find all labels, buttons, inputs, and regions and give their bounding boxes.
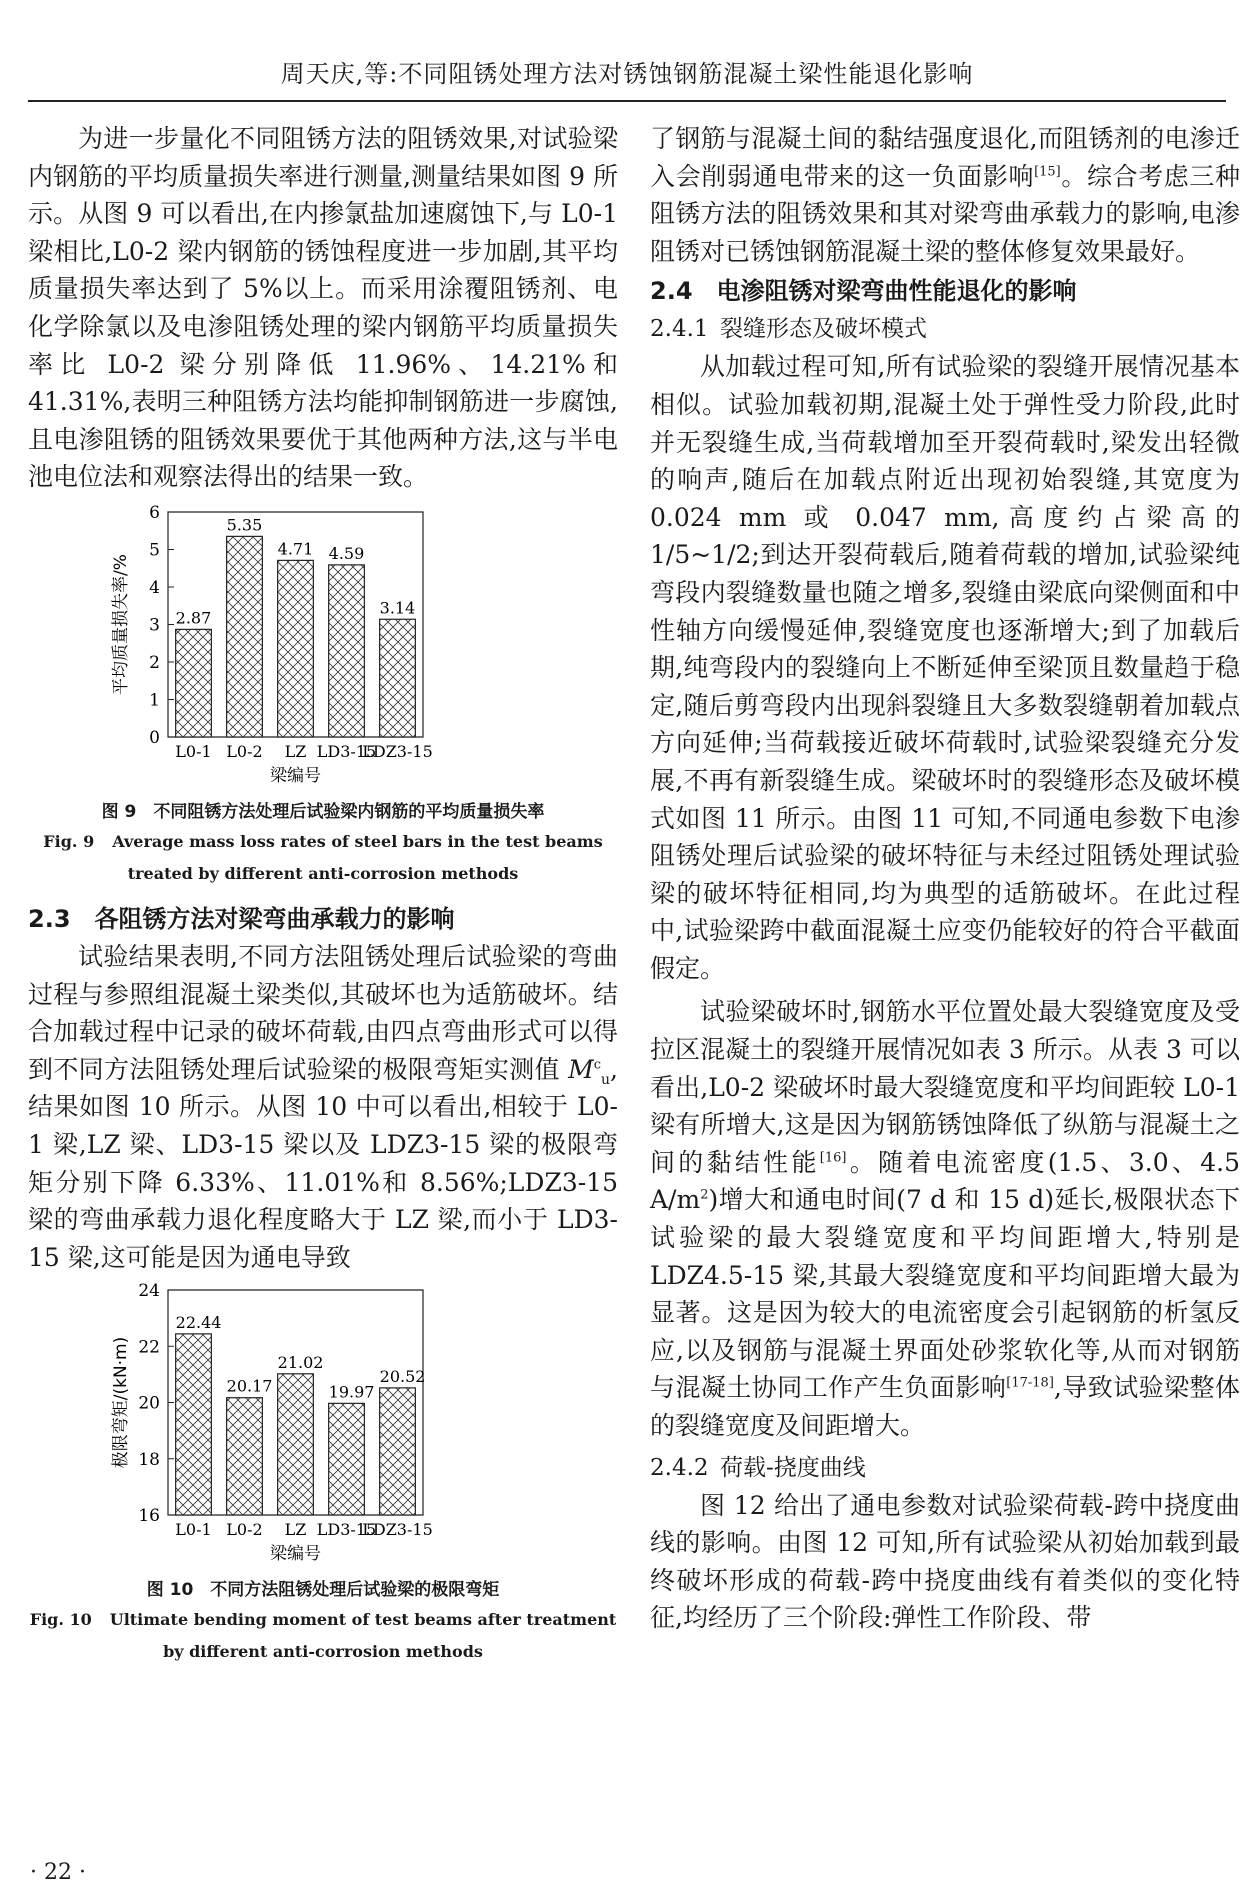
chart-10-ytick-label: 22 [138, 1337, 160, 1358]
left-column [28, 120, 618, 1668]
right-paragraph-3-part-c: )增大和通电时间(7 d 和 15 d)延长,极限状态下试验梁的最大裂缝宽度和平均间距增大,特别是 LDZ4.5-15 梁,其最大裂缝宽度和平均间距增大最为显著。这是因为较大的电流密度会引起钢筋的析氢反应,以及钢筋与混凝土界面处砂浆软化等,从而对钢筋与混凝土协同工作产生负面影响 [650, 1185, 1240, 1403]
left-paragraph-2-part-a: 试验结果表明,不同方法阻锈处理后试验梁的弯曲过程与参照组混凝土梁类似,其破坏也为适筋破坏。结合加载过程中记录的破坏荷载,由四点弯曲形式可以得到不同方法阻锈处理后试验梁的极限弯矩实测值 [28, 941, 618, 1084]
subsection-2-4-2-heading [650, 1449, 1240, 1487]
chart-9-ytick-label: 0 [149, 727, 160, 748]
left-paragraph-2 [28, 938, 618, 1276]
chart-9-bar-LD3-15 [329, 565, 365, 737]
chart-9-xtick-label: LD3-15 [316, 741, 377, 761]
right-paragraph-3-part-a: 试验梁破坏时,钢筋水平位置处最大裂缝宽度及受拉区混凝土的裂缝开展情况如表 3 所示。从表 3 可以看出,L0-2 梁破坏时最大裂缝宽度和平均间距较 L0-1 梁有所增大,这是因为钢筋锈蚀降低了纵筋与混凝土之间的黏结性能 [650, 997, 1240, 1177]
ref-17-18: [17-18] [1006, 1376, 1054, 1392]
chart-10-ytick-label: 18 [138, 1450, 160, 1471]
right-paragraph-1-part-a: 了钢筋与混凝土间的黏结强度退化,而阻锈剂的电渗迁入会削弱通电带来的这一负面影响 [650, 124, 1240, 191]
chart-9-value-label: 2.87 [175, 608, 212, 628]
page-number: · 22 · [30, 1860, 86, 1885]
unit-sup: 2 [700, 1188, 709, 1204]
chart-10-bar-LDZ3-15 [380, 1388, 416, 1515]
chart-9-yaxis-label: 平均质量损失率/% [111, 553, 131, 695]
chart-10-value-label: 22.44 [175, 1313, 222, 1333]
header-rule [28, 100, 1226, 102]
chart-9-value-label: 3.14 [379, 598, 416, 618]
chart-9-bar-LZ [278, 560, 314, 737]
chart-9-xtick-label: LDZ3-15 [362, 741, 433, 761]
figure-10-caption-text: Ultimate bending moment of test beams after treatment by different anti-corrosion methods [109, 1610, 617, 1662]
left-paragraph-2-part-b: ,结果如图 10 所示。从图 10 中可以看出,相较于 L0-1 梁,LZ 梁、LD3-15 梁以及 LDZ3-15 梁的极限弯矩分别下降 6.33%、11.01%和 8.56%;LDZ3-15 梁的弯曲承载力退化程度略大于 LZ 梁,而小于 LD3-15 梁,这可能是因为通电导致 [28, 1054, 618, 1272]
chart-10-xaxis-label: 梁编号 [270, 1544, 321, 1565]
chart-9-value-label: 4.71 [277, 539, 314, 559]
chart-9-ytick-label: 2 [149, 652, 160, 673]
subsection-2-4-2-number: 2.4.2 [650, 1454, 709, 1481]
figure-9-caption-cn: 图 9 不同阻锈方法处理后试验梁内钢筋的平均质量损失率 [101, 801, 545, 822]
chart-10-bar-L0-1 [176, 1334, 212, 1515]
chart-10-xtick-label: L0-2 [226, 1520, 263, 1540]
chart-9-ytick-label: 3 [149, 615, 160, 636]
chart-10-value-label: 20.52 [379, 1367, 426, 1387]
right-column [650, 120, 1240, 1637]
figure-9-caption-text: Average mass loss rates of steel bars in the test beams treated by different anti-corrosion methods [112, 831, 603, 883]
chart-10-value-label: 19.97 [328, 1382, 375, 1402]
chart-10-xtick-label: LDZ3-15 [362, 1520, 433, 1540]
chart-9-value-label: 5.35 [226, 515, 263, 535]
symbol-m: M [568, 1054, 594, 1084]
subsection-2-4-1-heading [650, 310, 1240, 348]
chart-9-ytick-label: 5 [149, 540, 160, 561]
figure-9-caption-label: Fig. 9 [43, 831, 95, 851]
chart-9-bar-L0-2 [227, 536, 263, 737]
right-paragraph-4: 图 12 给出了通电参数对试验梁荷载-跨中挠度曲线的影响。由图 12 可知,所有试验梁从初始加载到最终破坏形成的荷载-跨中挠度曲线有着类似的变化特征,均经历了三个阶段:弹性工作阶段、带 [650, 1490, 1240, 1633]
figure-9-caption-en [28, 826, 618, 890]
chart-9-bar-L0-1 [176, 629, 212, 737]
chart-10-value-label: 21.02 [277, 1353, 324, 1373]
chart-10-bar-LD3-15 [329, 1404, 365, 1516]
figure-10 [28, 1280, 618, 1668]
chart-10-bar-LZ [278, 1374, 314, 1515]
chart-9-ytick-label: 6 [149, 502, 160, 523]
right-paragraph-3-part-b: 。随着电流密度(1.5、3.0、4.5 A/m [650, 1147, 1240, 1215]
chart-9-xtick-label: L0-2 [226, 741, 263, 761]
ref-15: [15] [1034, 164, 1061, 180]
symbol-m-sup: c [593, 1057, 602, 1073]
right-paragraph-2: 从加载过程可知,所有试验梁的裂缝开展情况基本相似。试验加载初期,混凝土处于弹性受力阶段,此时并无裂缝生成,当荷载增加至开裂荷载时,梁发出轻微的响声,随后在加载点附近出现初始裂缝,其宽度为 0.024 mm 或 0.047 mm,高度约占梁高的 1/5~1/2;到达开裂荷载后,随着荷载的增加,试验梁纯弯段内裂缝数量也随之增多,裂缝由梁底向梁侧面和中性轴方向缓慢延伸,裂缝宽度也逐渐增大;到了加载后期,纯弯段内的裂缝向上不断延伸至梁顶且数量趋于稳定,随后剪弯段内出现斜裂缝且大多数裂缝朝着加载点方向延伸;当荷载接近破坏荷载时,试验梁裂缝充分发展,不再有新裂缝生成。梁破坏时的裂缝形态及破坏模式如图 11 所示。由图 11 可知,不同通电参数下电渗阻锈处理后试验梁的破坏特征与未经过阻锈处理试验梁的破坏特征相同,均为典型的适筋破坏。在此过程中,试验梁跨中截面混凝土应变仍能较好的符合平截面假定。 [650, 352, 1240, 983]
chart-10-ytick-label: 24 [138, 1281, 160, 1302]
chart-9-xtick-label: L0-1 [175, 741, 212, 761]
ref-16: [16] [819, 1150, 847, 1166]
subsection-2-4-1-title: 裂缝形态及破坏模式 [720, 316, 927, 343]
section-2-4-heading: 2.4 电渗阻锈对梁弯曲性能退化的影响 [650, 277, 1077, 306]
chart-9-xtick-label: LZ [284, 741, 307, 761]
chart-9-ytick-label: 4 [149, 577, 160, 598]
chart-9-value-label: 4.59 [328, 543, 365, 563]
figure-10-caption-cn: 图 10 不同方法阻锈处理后试验梁的极限弯矩 [146, 1580, 500, 1601]
chart-10-yaxis-label: 极限弯矩/(kN·m) [111, 1337, 131, 1469]
figure-10-caption-en [28, 1604, 618, 1668]
chart-10-bar-L0-2 [227, 1398, 263, 1515]
right-paragraph-1 [650, 120, 1240, 270]
figure-9 [28, 502, 618, 890]
left-paragraph-1: 为进一步量化不同阻锈方法的阻锈效果,对试验梁内钢筋的平均质量损失率进行测量,测量结果如图 9 所示。从图 9 可以看出,在内掺氯盐加速腐蚀下,与 L0-1 梁相比,L0-2 梁内钢筋的锈蚀程度进一步加剧,其平均质量损失率达到了 5%以上。而采用涂覆阻锈剂、电化学除氯以及电渗阻锈处理的梁内钢筋平均质量损失率比 L0-2 梁分别降低 11.96%、14.21%和 41.31%,表明三种阻锈方法均能抑制钢筋进一步腐蚀,且电渗阻锈的阻锈效果要优于其他两种方法,这与半电池电位法和观察法得出的结果一致。 [28, 124, 618, 492]
right-paragraph-3 [650, 993, 1240, 1444]
subsection-2-4-2-title: 荷载-挠度曲线 [720, 1454, 866, 1481]
chart-9-ytick-label: 1 [149, 690, 160, 711]
chart-10-ytick-label: 20 [138, 1393, 160, 1414]
chart-10-xtick-label: LD3-15 [316, 1520, 377, 1540]
section-2-3-heading: 2.3 各阻锈方法对梁弯曲承载力的影响 [28, 904, 455, 933]
chart-10-xtick-label: L0-1 [175, 1520, 212, 1540]
symbol-m-sub: u [601, 1071, 611, 1088]
figure-10-caption-label: Fig. 10 [29, 1610, 92, 1630]
figure-9-chart [28, 502, 618, 792]
running-header: 周天庆,等:不同阻锈处理方法对锈蚀钢筋混凝土梁性能退化影响 [280, 60, 974, 88]
chart-9-xaxis-label: 梁编号 [270, 765, 321, 786]
chart-10-value-label: 20.17 [226, 1377, 273, 1396]
figure-10-chart [28, 1280, 618, 1570]
right-paragraph-1-part-b: 。综合考虑三种阻锈方法的阻锈效果和其对梁弯曲承载力的影响,电渗阻锈对已锈蚀钢筋混凝土梁的整体修复效果最好。 [650, 161, 1240, 266]
right-paragraph-3-part-d: ,导致试验梁整体的裂缝宽度及间距增大。 [650, 1373, 1240, 1440]
chart-9-bar-LDZ3-15 [380, 619, 416, 737]
chart-10-xtick-label: LZ [284, 1520, 307, 1540]
chart-10-ytick-label: 16 [138, 1506, 160, 1527]
subsection-2-4-1-number: 2.4.1 [650, 316, 709, 343]
